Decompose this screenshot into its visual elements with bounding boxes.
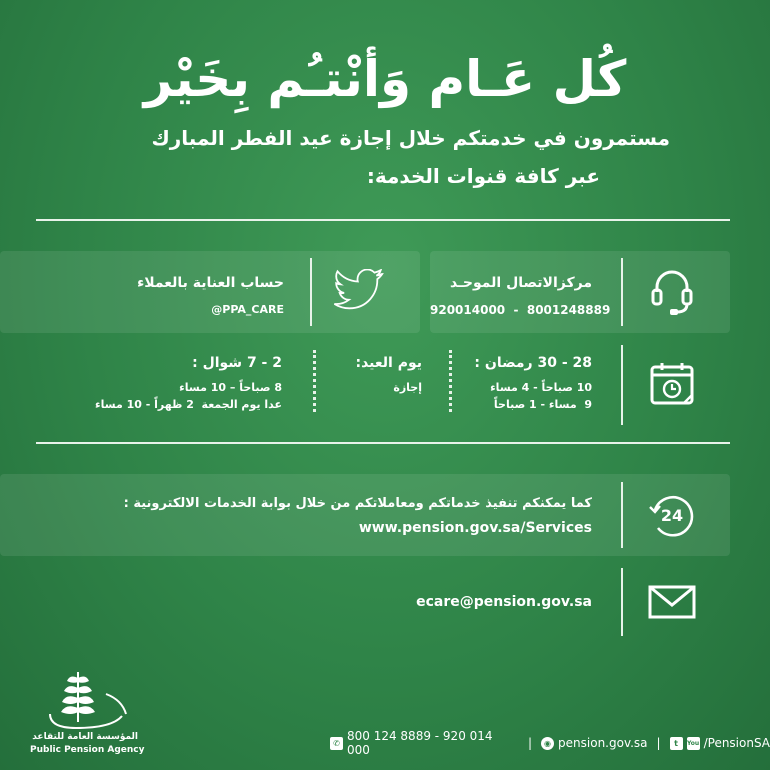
shawwal-hours-2: عدا يوم الجمعة 2 ظهراً - 10 مساء: [95, 398, 282, 411]
dotted-divider: [449, 350, 452, 412]
vertical-divider: [621, 345, 623, 425]
ramadan-hours-1: 10 صباحاً - 4 مساء: [490, 381, 592, 394]
twitter-icon[interactable]: [328, 262, 390, 318]
twitter-small-icon: t: [670, 737, 683, 750]
eservices-text: كما يمكنكم تنفيذ خدماتكم ومعاملاتكم من خلال بوابة الخدمات الالكترونية :: [123, 496, 592, 511]
globe-icon: ◉: [541, 737, 554, 750]
subtitle-line-2: عبر كافة قنوات الخدمة:: [366, 164, 600, 188]
contact-center-title: مركزالاتصال الموحـد: [450, 275, 592, 291]
vertical-divider: [621, 568, 623, 636]
footer-separator: |: [656, 736, 661, 750]
eservices-url[interactable]: www.pension.gov.sa/Services: [358, 520, 592, 536]
divider-top: [36, 219, 730, 221]
calendar-clock-icon: [640, 352, 704, 416]
twitter-care-handle[interactable]: @PPA_CARE: [211, 303, 284, 316]
youtube-icon: You: [687, 737, 700, 750]
dotted-divider: [313, 350, 316, 412]
eid-day-status: إجازة: [393, 381, 422, 394]
ramadan-title: 28 - 30 رمضان :: [474, 355, 592, 371]
divider-middle: [36, 442, 730, 444]
footer-separator: |: [527, 736, 533, 750]
headset-icon: [640, 258, 704, 326]
shawwal-title: 2 - 7 شوال :: [192, 355, 282, 371]
ramadan-hours-2: 9 مساء - 1 صباحاً: [493, 398, 592, 411]
logo-name-ar: المؤسسة العامة للتقاعد: [32, 732, 138, 742]
vertical-divider: [621, 258, 623, 326]
24-label: 24: [660, 506, 684, 525]
vertical-divider: [621, 482, 623, 548]
footer-website-text: pension.gov.sa: [558, 736, 648, 750]
footer-website[interactable]: [541, 736, 648, 750]
envelope-icon: [640, 570, 704, 634]
footer-bar: [330, 729, 770, 757]
email-address[interactable]: ecare@pension.gov.sa: [416, 594, 592, 610]
phone-icon: ✆: [330, 737, 343, 750]
subtitle-line-1: مستمرون في خدمتكم خلال إجازة عيد الفطر المبارك: [151, 126, 670, 150]
contact-center-numbers[interactable]: 920014000 - 8001248889: [430, 303, 611, 317]
twitter-care-title: حساب العناية بالعملاء: [137, 275, 284, 291]
footer-social-text: /PensionSA: [703, 736, 770, 750]
logo-name-en: Public Pension Agency: [30, 745, 145, 755]
vertical-divider: [310, 258, 312, 326]
eid-day-title: يوم العيد:: [355, 355, 422, 371]
footer-phones-text: 800 124 8889 - 920 014 000: [346, 729, 493, 757]
24-hours-icon: [640, 482, 704, 548]
ppa-logo-icon: [30, 664, 150, 734]
footer-social[interactable]: [670, 736, 770, 750]
footer-phones[interactable]: [330, 729, 519, 757]
headline: كُل عَـام وَأنْتـُم بِخَيْر: [143, 50, 627, 108]
shawwal-hours-1: 8 صباحاً – 10 مساء: [179, 381, 282, 394]
